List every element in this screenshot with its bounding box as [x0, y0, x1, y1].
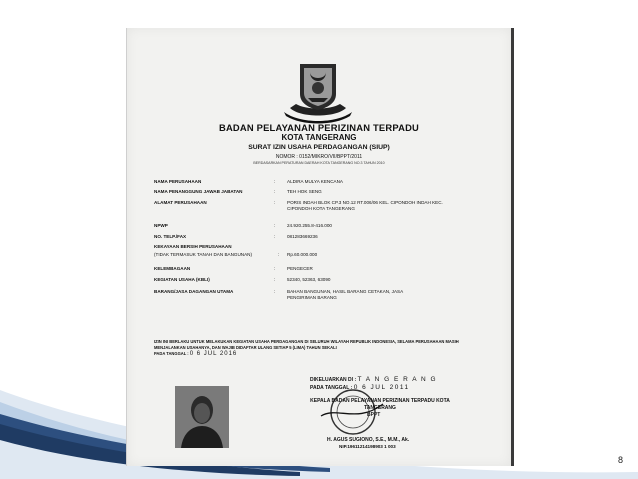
field-label: NAMA PERUSAHAAN [154, 179, 202, 184]
field-value: PENGECER [287, 266, 313, 271]
person-silhouette-icon [175, 386, 229, 448]
notice-date-label: PADA TANGGAL : [154, 350, 189, 356]
field-value: ALDIRA MULYA KENCANA [287, 179, 343, 184]
field-value: PORIS INDAH BLOK CP.3 NO.12 RT.006/06 KEL. CIPONDOH INDAH KEC. CIPONDOH KOTA TANGERANG [287, 200, 443, 211]
city-name: KOTA TANGERANG [281, 133, 357, 142]
field-value: BAHAN BANGUNAN, HASIL BARANG CETAKAN, JASA PENGIRIMAN BARANG [287, 289, 403, 300]
signatory-nip: NIP.19611214198903 1 003 [339, 444, 396, 449]
issued-date-label: PADA TANGGAL : [310, 385, 353, 391]
issued-date: 0 6 JUL 2011 [353, 384, 410, 391]
field-label: NO. TELP./FAX [154, 234, 187, 239]
field-label: KEKAYAAN BERSIH PERUSAHAAN [154, 244, 232, 249]
field-label: KELEMBAGAAN [154, 266, 191, 271]
legal-basis: BERDASARKAN PERATURAN DAERAH KOTA TANGERANG NO.3 TAHUN 2010 [253, 161, 385, 165]
signatory-title: KEPALA BADAN PELAYANAN PERIZINAN TERPADU KOTA TANGERANG [310, 398, 450, 411]
document-title: SURAT IZIN USAHA PERDAGANGAN (SIUP) [248, 144, 390, 151]
field-label: NPWP [154, 223, 168, 228]
kota-tangerang-emblem-icon [280, 54, 356, 126]
field-value: TEH HOK SENG [287, 189, 322, 194]
holder-photo [175, 386, 229, 448]
notice-date: 0 6 JUL 2016 [189, 350, 238, 357]
stamp-label: BPPT [367, 412, 381, 418]
issued-at-label: DIKELUARKAN DI : [310, 377, 357, 383]
issuance-block [310, 376, 500, 412]
field-label: NAMA PENANGGUNG JAWAB JABATAN [154, 189, 243, 194]
field-value: 081283669236 [287, 234, 318, 239]
field-value: 24.920.255.8-416.000 [287, 223, 332, 228]
notice-text: IZIN INI BERLAKU UNTUK MELAKUKAN KEGIATAN USAHA PERDAGANGAN DI SELURUH WILAYAH REPUBLIK INDONESIA, SELAMA PERUSAHAAN MASIH MENJALANKAN USAHANYA, DAN WAJIB DIDAFTAR ULANG SETIAP 5 (LIMA) TAHUN SEKALI [154, 339, 459, 350]
field-label: (TIDAK TERMASUK TANAH DAN BANGUNAN) [154, 252, 253, 257]
field-label: KEGIATAN USAHA (KBLI) [154, 277, 210, 282]
signatory-name: H. AGUS SUGIONO, S.E., M.M., Ak. [327, 437, 410, 443]
scanned-document: BADAN PELAYANAN PERIZINAN TERPADU KOTA TANGERANG SURAT IZIN USAHA PERDAGANGAN (SIUP) NOMOR : 0152/MIKRO/VII/BPPT/2011 BERDASARKAN PERATURAN DAERAH KOTA TANGERANG NO.3 TAHUN 2010 NAMA PERUSAHAAN : ALDIRA MULYA KENCANA NAMA PENANGGUNG JAWAB JABATAN : TEH HOK SENG ALAMAT PERUSAHAAN : PORIS INDAH BLOK CP.3 NO.12 RT.006/06 KEL. CIPONDOH INDAH KEC. CIPONDOH KOTA TANGERANG NPWP : 24.920.255.8-416.000 NO. TELP./FAX : 081283669236 KEKAYAAN BERSIH PERUSAHAAN (TIDAK TERMASUK TANAH DAN BANGUNAN) : Rp.60.000.000 KELEMBAGAAN : PENGECER KEGIATAN USAHA (KBLI) : 52340, 52363, 63090 BARANG/JASA DAGANGAN UTAMA : BAHAN BANGUNAN, HASIL BARANG CETAKAN, JASA PENGIRIMAN BARANG IZIN INI BERLAKU UNTUK MELAKUKAN KEGIATAN USAHA PERDAGANGAN DI SELURUH WILAYAH REPUBLIK INDONESIA, SELAMA PERUSAHAAN MASIH MENJALANKAN USAHANYA, DAN WAJIB DIDAFTAR ULANG SETIAP 5 (LIMA) TAHUN SEKALI PADA TANGGAL : 0 6 JUL 2016 BPPT DIKELUARKAN DI : T A N G E R A N G PADA TANGGAL : 0 6 JUL 2011 KEPALA BADAN PELAYANAN PERIZINAN TERPADU KOTA TANGERANG H. AGUS SUGIONO, S.E., M.M., Ak. NIP.19611214198903 1 003 [126, 28, 514, 466]
field-label: ALAMAT PERUSAHAAN [154, 200, 207, 205]
field-label: BARANG/JASA DAGANGAN UTAMA [154, 289, 234, 294]
agency-name: BADAN PELAYANAN PERIZINAN TERPADU [218, 122, 420, 133]
validity-notice [154, 339, 484, 357]
field-value: 52340, 52363, 63090 [287, 277, 331, 282]
field-value: Rp.60.000.000 [287, 252, 318, 257]
page-number: 8 [618, 455, 624, 465]
issued-at: T A N G E R A N G [357, 376, 438, 383]
document-number: NOMOR : 0152/MIKRO/VII/BPPT/2011 [275, 154, 363, 160]
